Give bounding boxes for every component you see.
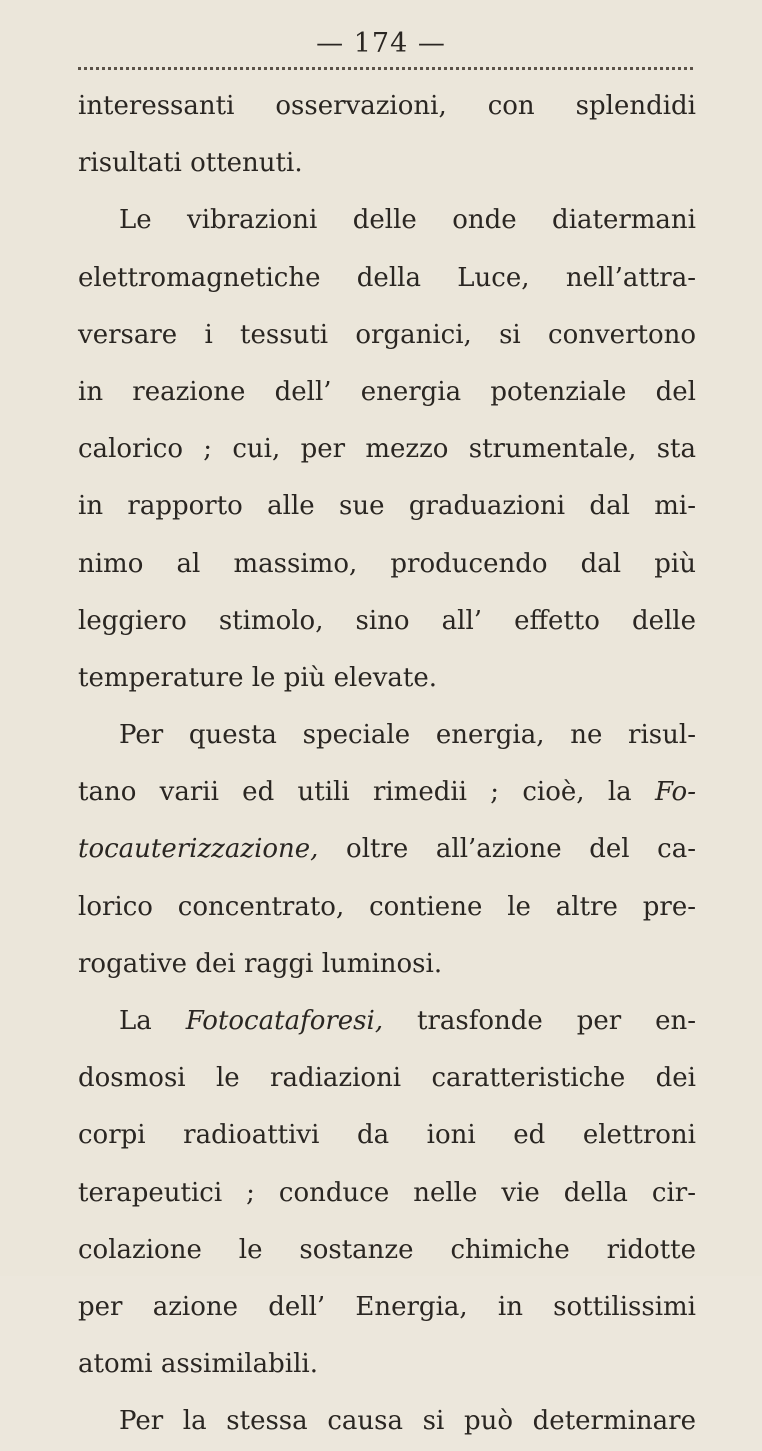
text-line: in rapporto alle sue graduazioni dal mi- xyxy=(78,491,696,522)
text-line: elettromagnetiche della Luce, nell’attra- xyxy=(78,262,696,293)
page-number: — 174 — xyxy=(316,28,446,59)
italic-term: Fotocataforesi, xyxy=(185,1006,384,1036)
header-rule xyxy=(78,67,693,70)
text-line: atomi assimilabili. xyxy=(78,1349,318,1380)
text-line xyxy=(78,764,696,821)
text-line: corpi radioattivi da ioni ed elettroni xyxy=(78,1120,696,1151)
text-line: dosmosi le radiazioni caratteristiche dei xyxy=(78,1063,696,1094)
line-text: trasfonde per en- xyxy=(383,1006,696,1036)
text-line: leggiero stimolo, sino all’ effetto delle xyxy=(78,605,696,636)
paragraph-start-line: Per questa speciale energia, ne risul- xyxy=(119,720,696,751)
italic-term: tocauterizzazione, xyxy=(78,834,319,865)
body-text xyxy=(78,78,696,1451)
line-text: La xyxy=(119,1006,186,1036)
paragraph-start-line: Le vibrazioni delle onde diatermani xyxy=(119,205,696,236)
line-text: oltre all’azione del ca- xyxy=(318,834,696,865)
text-line: calorico ; cui, per mezzo strumentale, sta xyxy=(78,434,696,465)
text-line: per azione dell’ Energia, in sottilissimi xyxy=(78,1291,696,1322)
text-line: risultati ottenuti. xyxy=(78,148,303,179)
paragraph-start-line: Per la stessa causa si può determinare xyxy=(119,1406,696,1437)
text-line: interessanti osservazioni, con splendidi xyxy=(78,91,696,121)
line-text: tano varii ed utili rimedii ; cioè, la xyxy=(78,777,655,808)
text-line: colazione le sostanze chimiche ridotte xyxy=(78,1234,696,1265)
text-line xyxy=(78,821,696,878)
italic-term: Fo- xyxy=(654,777,696,808)
text-line: temperature le più elevate. xyxy=(78,662,438,693)
text-line: terapeutici ; conduce nelle vie della cir- xyxy=(78,1177,696,1208)
text-line: in reazione dell’ energia potenziale del xyxy=(78,376,696,407)
text-line: rogative dei raggi luminosi. xyxy=(78,948,443,979)
text-line: lorico concentrato, contiene le altre pre- xyxy=(78,891,696,922)
text-line: nimo al massimo, producendo dal più xyxy=(78,548,696,579)
paragraph-start-line xyxy=(78,993,696,1050)
text-line: versare i tessuti organici, si convertono xyxy=(78,319,696,350)
